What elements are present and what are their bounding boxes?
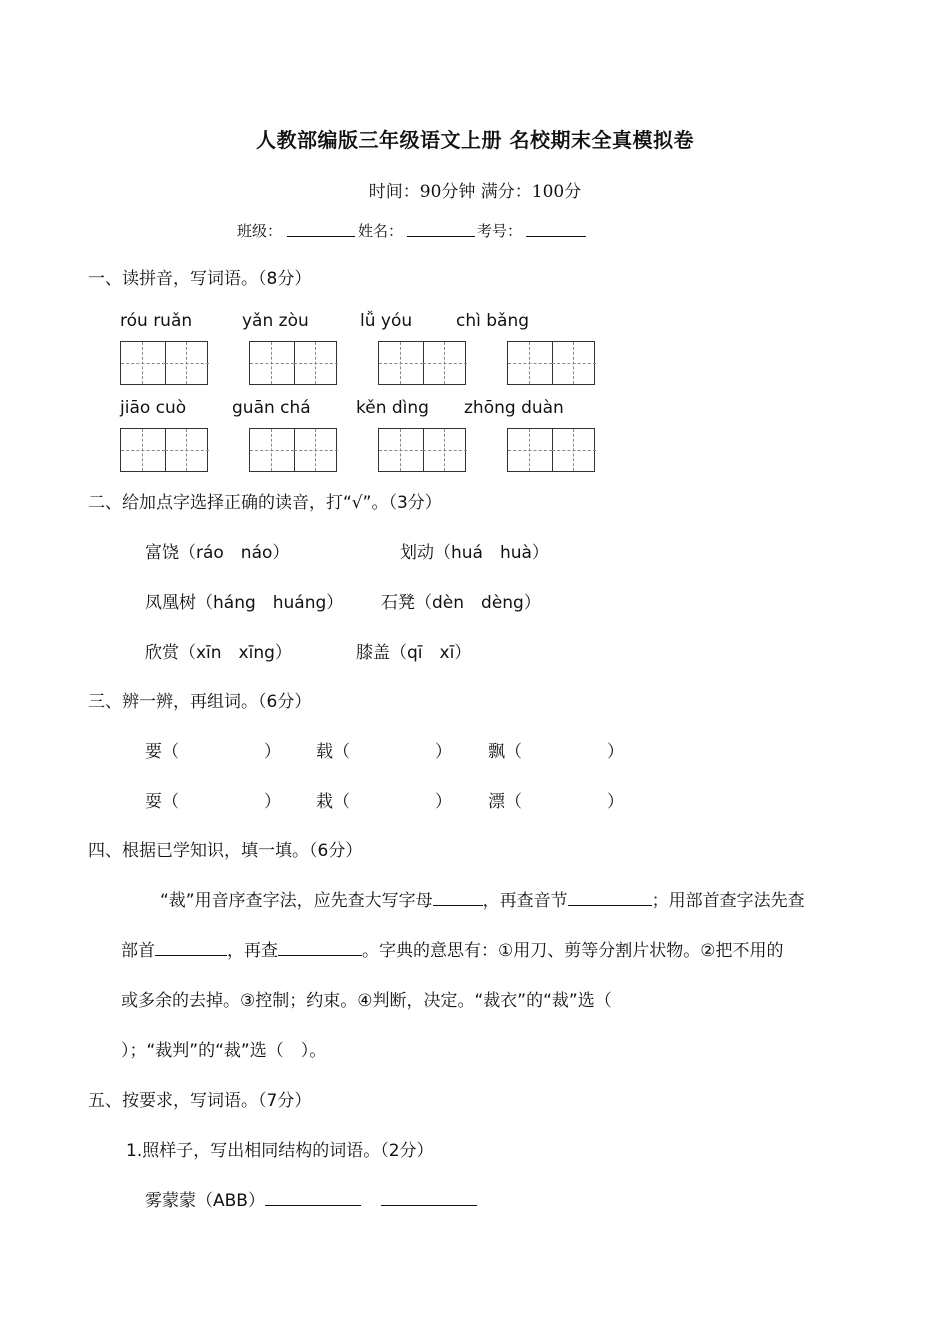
pinyin-4: chì bǎng bbox=[456, 311, 530, 331]
writing-grid[interactable] bbox=[507, 341, 595, 385]
word-group-blank[interactable]: 飘（ ） bbox=[488, 742, 624, 762]
reading-choice[interactable]: 膝盖（qī xī） bbox=[356, 643, 472, 663]
pinyin-5: jiāo cuò bbox=[120, 398, 187, 418]
reading-choice[interactable]: 富饶（ráo náo） bbox=[145, 543, 290, 563]
writing-grid[interactable] bbox=[249, 428, 337, 472]
writing-grid[interactable] bbox=[378, 428, 466, 472]
reading-choice[interactable]: 欣赏（xīn xīng） bbox=[145, 643, 292, 663]
class-field[interactable] bbox=[287, 220, 355, 241]
word-group-blank[interactable]: 载（ ） bbox=[316, 742, 452, 762]
word-group-blank[interactable]: 栽（ ） bbox=[316, 792, 452, 812]
example-word: 雾蒙蒙（ABB） bbox=[145, 1186, 477, 1211]
writing-grid[interactable] bbox=[120, 428, 208, 472]
pinyin-7: kěn dìng bbox=[356, 398, 429, 418]
syllable-blank[interactable] bbox=[568, 889, 652, 906]
section-3-heading: 三、辨一辨，再组词。（6分） bbox=[88, 692, 312, 712]
reading-choice[interactable]: 凤凰树（háng huáng） bbox=[145, 593, 344, 613]
dictionary-line-1: “裁”用音序查字法，应先查大写字母 ，再查音节 ；用部首查字法先查 bbox=[160, 891, 805, 911]
word-group-blank[interactable]: 要（ ） bbox=[145, 742, 281, 762]
dictionary-line-2: 部首 ，再查 。字典的意思有：①用刀、剪等分割片状物。②把不用的 bbox=[121, 941, 784, 961]
section-1-heading: 一、读拼音，写词语。（8分） bbox=[88, 269, 312, 289]
exam-time-score: 时间：90分钟 满分：100分 bbox=[368, 182, 582, 202]
reading-choice[interactable]: 石凳（dèn dèng） bbox=[381, 593, 541, 613]
writing-grid[interactable] bbox=[507, 428, 595, 472]
section-5-heading: 五、按要求，写词语。（7分） bbox=[88, 1091, 312, 1111]
radical-blank[interactable] bbox=[155, 939, 227, 956]
dictionary-line-3: 或多余的去掉。③控制；约束。④判断，决定。“裁衣”的“裁”选（ bbox=[121, 991, 612, 1011]
number-label: 考号： bbox=[477, 222, 523, 240]
dictionary-line-4: ）；“裁判”的“裁”选（ ）。 bbox=[121, 1041, 327, 1061]
section-4-heading: 四、根据已学知识，填一填。（6分） bbox=[88, 841, 363, 861]
writing-grid[interactable] bbox=[120, 341, 208, 385]
answer-blank-1[interactable] bbox=[265, 1189, 361, 1206]
writing-grid[interactable] bbox=[249, 341, 337, 385]
sub-question-1: 1.照样子，写出相同结构的词语。（2分） bbox=[126, 1141, 434, 1161]
pinyin-3: lǚ yóu bbox=[360, 311, 413, 331]
class-label: 班级： bbox=[237, 222, 283, 240]
pinyin-2: yǎn zòu bbox=[242, 311, 309, 331]
strokes-blank[interactable] bbox=[278, 939, 362, 956]
answer-blank-2[interactable] bbox=[381, 1189, 477, 1206]
name-field[interactable] bbox=[407, 220, 475, 241]
pinyin-1: róu ruǎn bbox=[120, 311, 193, 331]
word-group-blank[interactable]: 耍（ ） bbox=[145, 792, 281, 812]
writing-grid[interactable] bbox=[378, 341, 466, 385]
page-title: 人教部编版三年级语文上册 名校期末全真模拟卷 bbox=[256, 128, 694, 152]
pinyin-6: guān chá bbox=[232, 398, 311, 418]
name-label: 姓名： bbox=[358, 222, 404, 240]
section-2-heading: 二、给加点字选择正确的读音，打“√”。（3分） bbox=[88, 493, 442, 513]
word-group-blank[interactable]: 漂（ ） bbox=[488, 792, 624, 812]
letter-blank[interactable] bbox=[433, 889, 483, 906]
number-field[interactable] bbox=[526, 220, 586, 241]
reading-choice[interactable]: 划动（huá huà） bbox=[400, 543, 549, 563]
pinyin-8: zhōng duàn bbox=[464, 398, 564, 418]
